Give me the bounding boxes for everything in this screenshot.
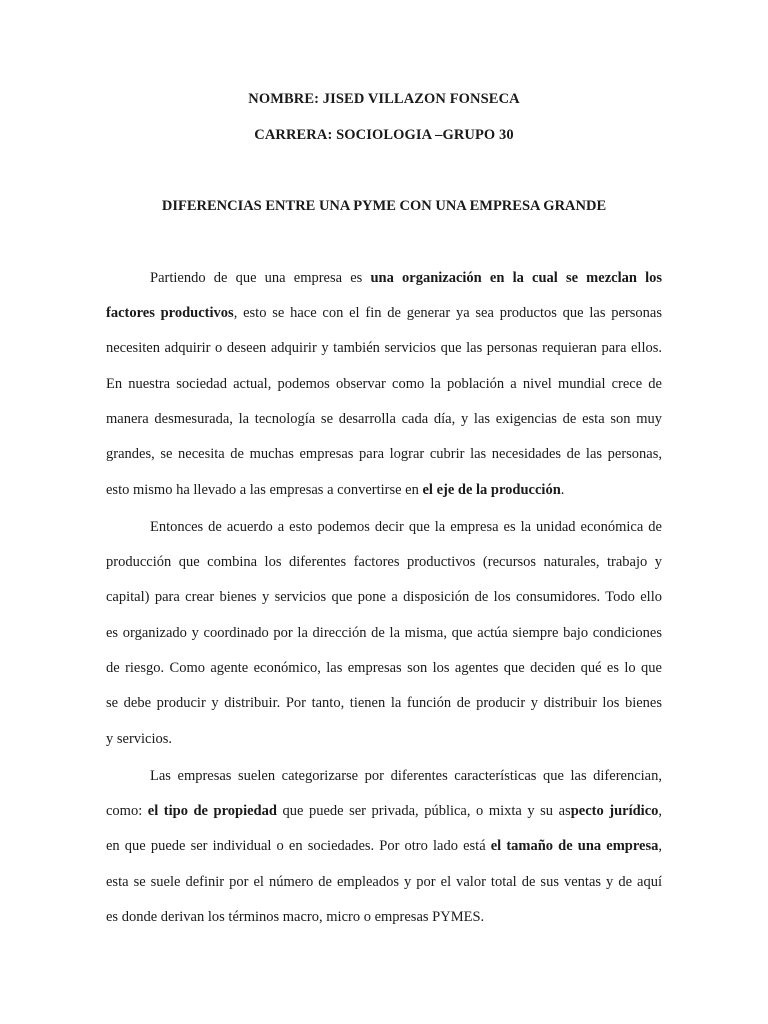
paragraph-line: Entonces de acuerdo a esto podemos decir que la empresa es la unidad económica de [150,519,662,535]
paragraph-line: grandes, se necesita de muchas empresas para lograr cubrir las necesidades de las personas, [106,446,662,462]
paragraph-line: manera desmesurada, la tecnología se desarrolla cada día, y las exigencias de esta son muy [106,411,662,427]
text-run: en que puede ser individual o en sociedades. Por otro lado está [106,838,491,854]
text-run: , esto se hace con el fin de generar ya sea productos que las personas [233,305,662,321]
paragraph-line [106,268,662,288]
paragraph-line: esta se suele definir por el número de empleados y por el valor total de sus ventas y de aquí [106,874,662,890]
text-run: , [658,803,663,819]
text-run: esto mismo ha llevado a las empresas a convertirse en [106,482,423,498]
bold-text-run: pecto jurídico [570,803,659,819]
bold-text-run: el tamaño de una empresa [490,838,659,854]
text-run: como: [106,803,148,819]
text-run: , [658,838,662,854]
student-career: CARRERA: SOCIOLOGIA –GRUPO 30 [254,127,514,143]
bold-text-run: factores productivos [106,305,234,321]
document-title: DIFERENCIAS ENTRE UNA PYME CON UNA EMPRESA GRANDE [161,198,607,214]
paragraph-line [106,801,662,821]
paragraph-line [106,836,662,856]
student-name: NOMBRE: JISED VILLAZON FONSECA [248,91,520,107]
bold-text-run: una organización en la cual se mezclan los [370,270,662,286]
paragraph-line: de riesgo. Como agente económico, las empresas son los agentes que deciden qué es lo que [106,660,662,676]
text-run: Partiendo de que una empresa es [150,270,371,286]
paragraph-line: es donde derivan los términos macro, micro o empresas PYMES. [106,909,485,925]
paragraph-line: y servicios. [106,731,173,747]
paragraph-line: necesiten adquirir o deseen adquirir y también servicios que las personas requieran para ellos. [106,340,662,356]
paragraph-line [106,303,662,323]
bold-text-run: el tipo de propiedad [147,803,277,819]
text-run: que puede ser privada, pública, o mixta y su as [276,803,571,819]
paragraph-line: se debe producir y distribuir. Por tanto, tienen la función de producir y distribuir los bienes [106,695,662,711]
paragraph-line [106,480,662,500]
bold-text-run: el eje de la producción [422,482,561,498]
paragraph-line: En nuestra sociedad actual, podemos observar como la población a nivel mundial crece de [106,376,662,392]
paragraph-line: Las empresas suelen categorizarse por diferentes características que las diferencian, [150,768,662,784]
paragraph-line: producción que combina los diferentes factores productivos (recursos naturales, trabajo y [106,554,662,570]
text-run: . [560,482,565,498]
paragraph-line: capital) para crear bienes y servicios que pone a disposición de los consumidores. Todo ello [106,589,662,605]
paragraph-line: es organizado y coordinado por la dirección de la misma, que actúa siempre bajo condiciones [106,625,662,641]
